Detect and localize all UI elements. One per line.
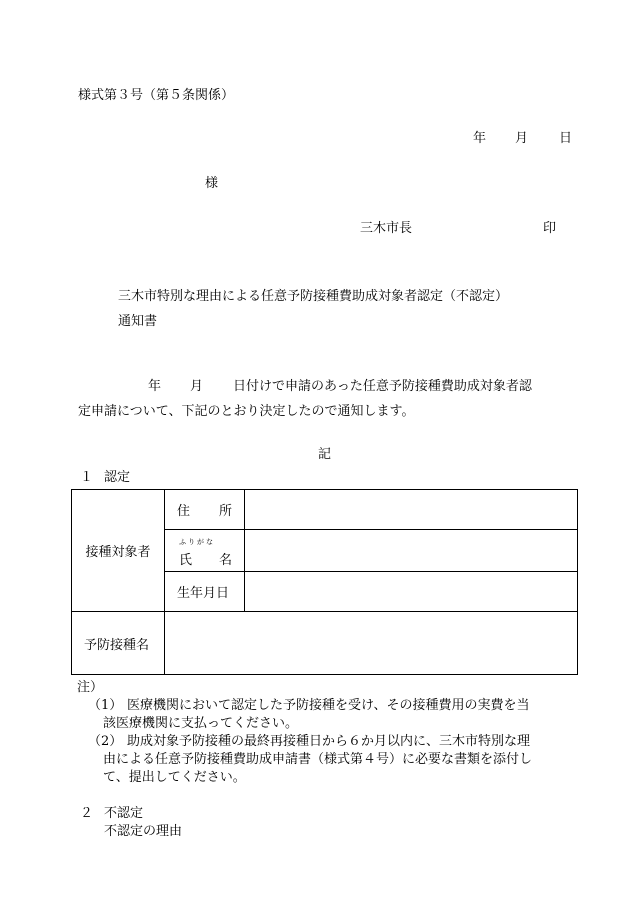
furigana-label: ふりがな [179,537,215,546]
address-label-char2: 所 [218,504,232,519]
certification-table [71,489,578,675]
birthdate-value-cell[interactable] [245,572,578,612]
address-label-cell [165,490,245,530]
issuer-name: 三木市長 [360,221,413,236]
document-title-line1: 三木市特別な理由による任意予防接種費助成対象者認定（不認定） [118,289,509,304]
note2-line2: 由による任意予防接種費助成申請書（様式第４号）に必要な書類を添付し [103,752,533,767]
body-text-line1: 日付けで申請のあった任意予防接種費助成対象者認 [233,379,532,394]
name-value-cell[interactable] [245,530,578,572]
section1-title: 認定 [104,470,131,485]
date-year: 年 [473,131,487,146]
form-number: 様式第３号（第５条関係） [78,88,235,103]
vaccine-label-cell [72,612,165,675]
subject-label: 接種対象者 [85,545,151,560]
birthdate-label: 生年月日 [177,586,230,601]
date-month: 月 [515,131,529,146]
address-value-cell[interactable] [245,490,578,530]
note2-line1: 助成対象予防接種の最終再接種日から６か月以内に、三木市特別な理 [127,734,531,749]
name-label-cell [165,530,245,572]
addressee-suffix: 様 [205,176,219,191]
vaccine-label: 予防接種名 [84,637,150,653]
section2-number: ２ [80,806,94,821]
document-title-line2: 通知書 [118,314,158,329]
seal-mark: 印 [543,221,557,236]
note1-line2: 該医療機関に支払ってください。 [103,716,299,731]
date-day: 日 [559,131,573,146]
vaccine-value-cell[interactable] [165,612,578,675]
note2-line3: て、提出してください。 [103,770,246,785]
subject-label-cell [72,490,165,612]
section2-title: 不認定 [104,806,144,821]
ki-heading: 記 [318,447,332,462]
birthdate-label-cell [165,572,245,612]
name-label-char2: 名 [218,552,232,568]
note1-line1: 医療機関において認定した予防接種を受け、その接種費用の実費を当 [127,698,530,713]
name-label-char1: 氏 [179,552,193,568]
note1-number: （1） [88,698,123,713]
note2-number: （2） [88,734,123,749]
address-label-char1: 住 [177,504,191,519]
body-text-line2: 定申請について、下記のとおり決定したので通知します。 [78,404,415,419]
body-month: 月 [190,379,204,394]
body-year: 年 [148,379,162,394]
section2-reason-label: 不認定の理由 [104,824,183,839]
section1-number: １ [80,470,94,485]
notes-heading: 注） [77,680,104,695]
